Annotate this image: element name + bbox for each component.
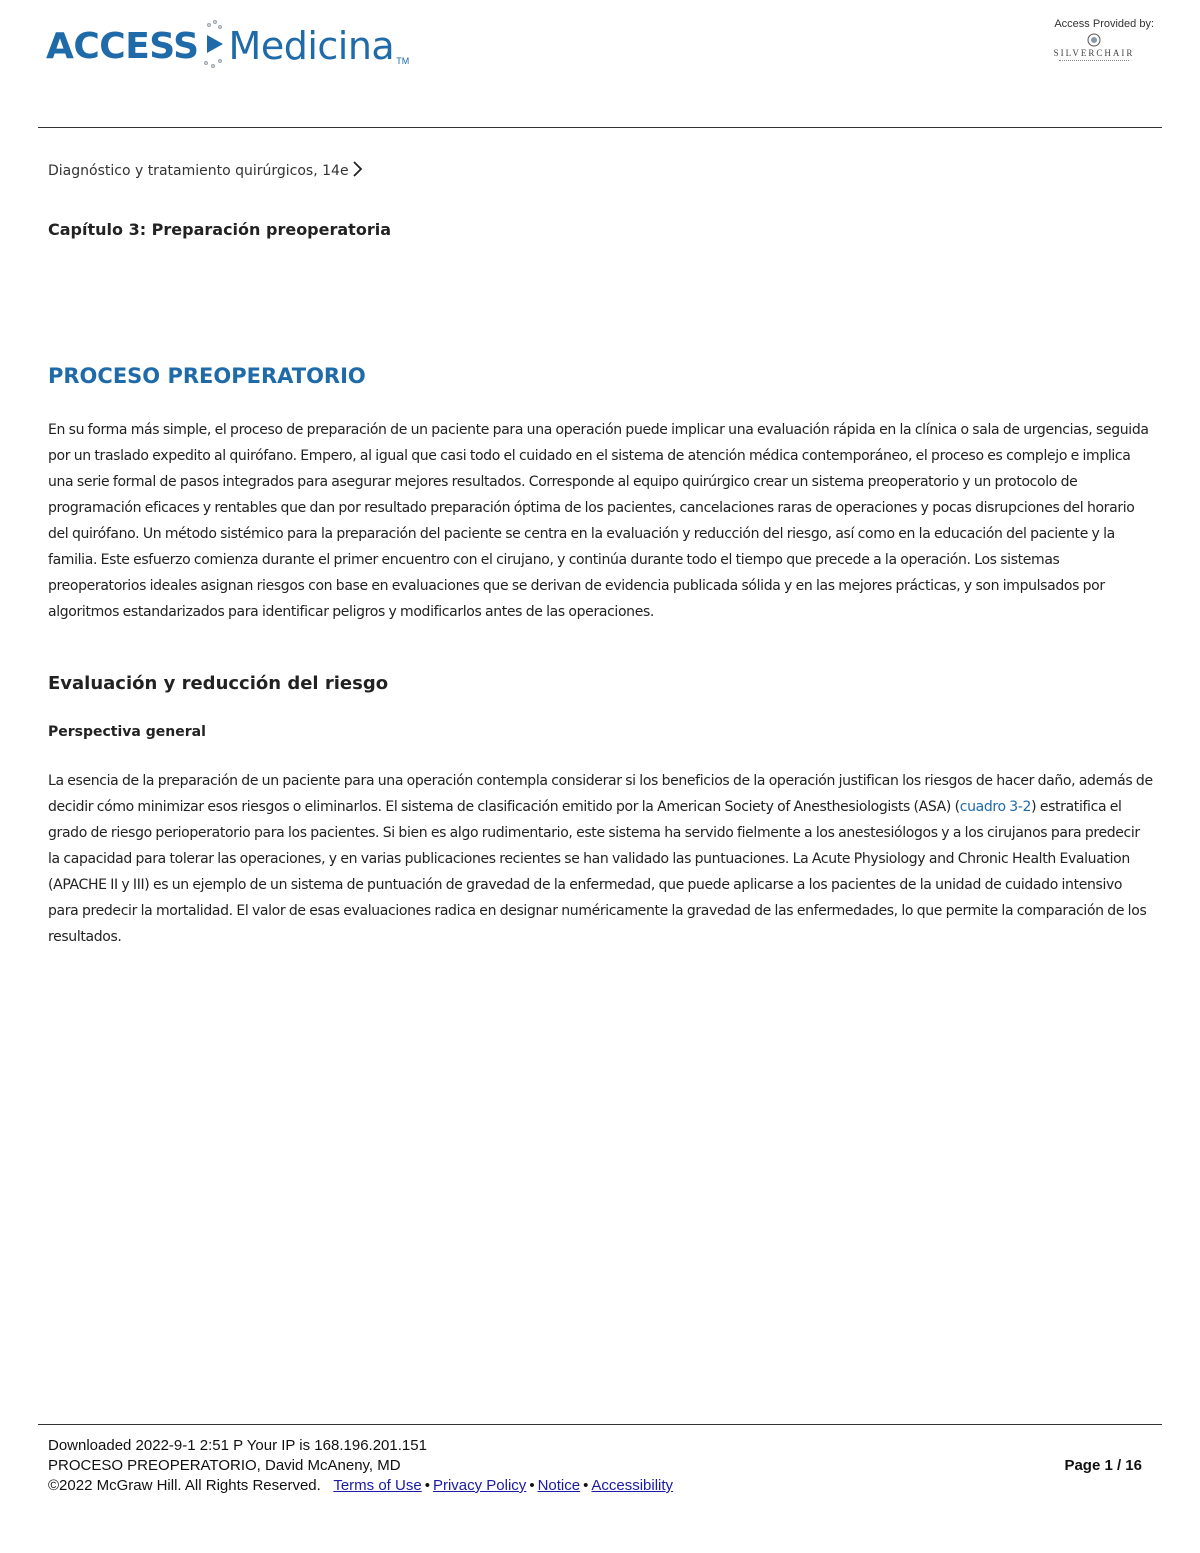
page-number: Page 1 / 16	[1064, 1457, 1142, 1474]
privacy-policy-link[interactable]: Privacy Policy	[432, 1477, 527, 1494]
provider-tagline-divider	[1059, 60, 1129, 62]
section-title: PROCESO PREOPERATORIO	[48, 364, 366, 388]
logo-arrow-icon	[201, 19, 227, 74]
logo-trademark: TM	[396, 56, 410, 66]
provider-label: Access Provided by:	[1054, 18, 1154, 30]
header-divider	[38, 127, 1162, 128]
subheading-risk-evaluation: Evaluación y reducción del riesgo	[48, 673, 389, 694]
breadcrumb-book-title[interactable]: Diagnóstico y tratamiento quirúrgicos, 14e	[48, 163, 349, 179]
breadcrumb[interactable]	[48, 160, 363, 182]
provider-name: SILVERCHAIR	[1053, 48, 1135, 58]
table-3-2-link[interactable]: cuadro 3-2	[959, 799, 1032, 815]
access-provider	[1034, 18, 1154, 62]
footer-separator: •	[583, 1477, 589, 1494]
accessmedicina-logo[interactable]	[46, 14, 409, 78]
copyright-text: ©2022 McGraw Hill. All Rights Reserved.	[48, 1477, 321, 1494]
logo-access-text: ACCESS	[46, 25, 199, 67]
document-info: PROCESO PREOPERATORIO, David McAneny, MD	[48, 1457, 401, 1474]
terms-of-use-link[interactable]: Terms of Use	[333, 1477, 422, 1494]
footer-legal-line	[48, 1476, 1142, 1496]
download-info: Downloaded 2022-9-1 2:51 P Your IP is 168.196.201.151	[48, 1437, 427, 1454]
footer-separator: •	[529, 1477, 535, 1494]
subheading-overview: Perspectiva general	[48, 724, 206, 740]
page-header	[0, 0, 1200, 128]
notice-link[interactable]: Notice	[537, 1477, 581, 1494]
page-footer	[48, 1436, 1142, 1496]
accessibility-link[interactable]: Accessibility	[591, 1477, 674, 1494]
body-paragraph-1: En su forma más simple, el proceso de preparación de un paciente para una operación puede implicar una evaluación rápida en la clínica o sala de urgencias, seguida por un traslado expedito al quirófano. Empero, al igual que casi todo el cuidado en el sistema de atención médica contemporáneo, el proceso es complejo e implica una serie formal de pasos integrados para asegurar mejores resultados. Corresponde al equipo quirúrgico crear un sistema preoperatorio y un protocolo de programación eficaces y rentables que dan por resultado preparación óptima de los pacientes, cancelaciones raras de operaciones y pocas disrupciones del horario del quirófano. Un método sistémico para la preparación del paciente se centra en la evaluación y reducción del riesgo, así como en la educación del paciente y la familia. Este esfuerzo comienza durante el primer encuentro con el cirujano, y continúa durante todo el tiempo que precede a la operación. Los sistemas preoperatorios ideales asignan riesgos con base en evaluaciones que se derivan de evidencia publicada sólida y en las mejores prácticas, y son impulsados por algoritmos estandarizados para identificar peligros y modificarlos antes de las operaciones.	[48, 422, 1149, 620]
paragraph-2-text-end: ) estratifica el grado de riesgo perioperatorio para los pacientes. Si bien es algo rudimentario, este sistema ha servido fielmente a los anestesiólogos y a los cirujanos para predecir la capacidad para tolerar las operaciones, y en varias publicaciones recientes se han validado las puntuaciones. La Acute Physiology and Chronic Health Evaluation (APACHE II y III) es un ejemplo de un sistema de puntuación de gravedad de la enfermedad, que puede aplicarse a los pacientes de la unidad de cuidado intensivo para predecir la mortalidad. El valor de esas evaluaciones radica en designar numéricamente la gravedad de las enfermedades, lo que permite la comparación de los resultados.	[48, 799, 1147, 945]
chapter-title: Capítulo 3: Preparación preoperatoria	[48, 220, 391, 239]
logo-medicina-text: Medicina	[228, 24, 395, 68]
paragraph-2-text-start: La esencia de la preparación de un paciente para una operación contempla considerar si los beneficios de la operación justifican los riesgos de hacer daño, además de decidir cómo minimizar esos riesgos o eliminarlos. El sistema de clasificación emitido por la American Society of Anesthesiologists (ASA) (	[48, 773, 1153, 815]
footer-divider	[38, 1424, 1162, 1425]
chevron-right-icon	[351, 160, 363, 182]
provider-seal-icon	[1087, 33, 1101, 47]
body-paragraph-2	[48, 768, 1154, 950]
footer-separator: •	[424, 1477, 430, 1494]
